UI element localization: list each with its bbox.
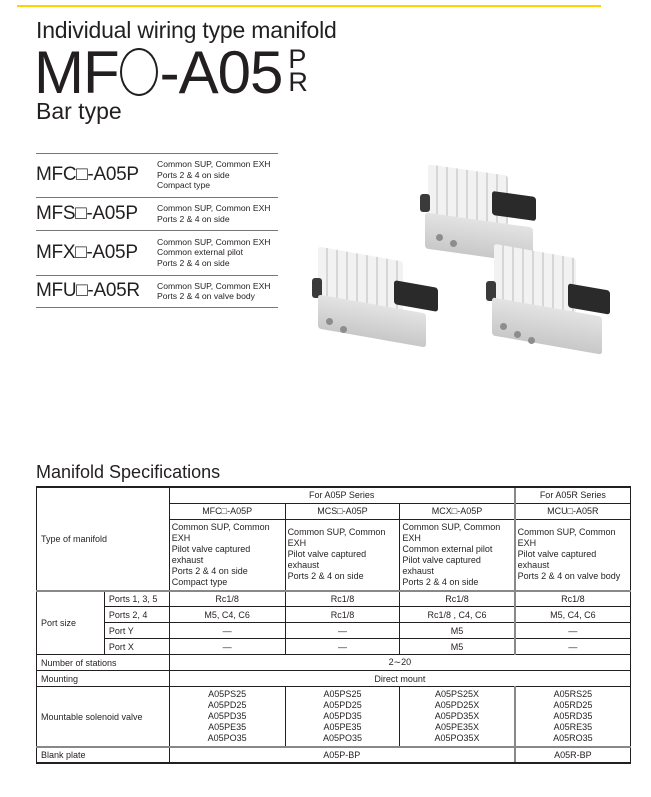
variant-list xyxy=(36,153,278,308)
variant-desc xyxy=(156,281,271,302)
cell-line: Pilot valve captured exhaust xyxy=(287,549,367,570)
variant-code: MFC□-A05P xyxy=(36,164,139,185)
row-label: Type of manifold xyxy=(37,487,170,591)
variant-code: MFX□-A05P xyxy=(36,241,138,263)
variant-code: MFU□-A05R xyxy=(36,280,140,301)
cell-line: Ports 2 & 4 on side xyxy=(402,576,479,587)
table-row xyxy=(37,747,631,763)
model-variant-stack xyxy=(288,44,308,97)
cell: 2∼20 xyxy=(169,655,630,671)
cell xyxy=(285,687,400,748)
page-subheading: Bar type xyxy=(36,98,122,124)
cell-line: A05PD25X xyxy=(434,700,480,710)
cell-line: Ports 2 & 4 on side xyxy=(287,571,364,581)
cell-line: Pilot valve captured exhaust xyxy=(517,549,597,570)
cell: M5 xyxy=(400,623,515,639)
row-label: Blank plate xyxy=(37,747,170,763)
table-row xyxy=(37,487,631,503)
cell-line: Compact type xyxy=(171,576,228,587)
variant-desc-line: Ports 2 & 4 on side xyxy=(157,257,230,268)
cell-line: Ports 2 & 4 on side xyxy=(171,565,248,576)
sub-label: Ports 2, 4 xyxy=(104,607,169,623)
table-row xyxy=(37,591,631,607)
variant-item xyxy=(36,275,278,308)
section-title: Manifold Specifications xyxy=(36,462,221,482)
manifold-image xyxy=(312,248,442,348)
cell-line: A05PO35 xyxy=(207,733,247,743)
series-header: For A05P Series xyxy=(169,487,514,503)
cell-line: A05PD25 xyxy=(323,700,362,710)
cell: M5, C4, C6 xyxy=(169,607,285,623)
row-label: Port size xyxy=(37,591,105,655)
cell-line: Pilot valve captured exhaust xyxy=(402,554,481,576)
table-row xyxy=(37,671,631,687)
type-cell xyxy=(285,519,400,591)
cell: Rc1/8 xyxy=(285,607,400,623)
variant-code: MFS□-A05P xyxy=(36,202,138,224)
cell-line: Common SUP, Common EXH xyxy=(517,527,616,548)
cell-line: A05PD25 xyxy=(207,700,247,710)
cell-line: Common SUP, Common EXH xyxy=(287,527,386,548)
series-header: For A05R Series xyxy=(515,487,631,503)
cell-line: Common SUP, Common EXH xyxy=(171,521,270,543)
variant-desc-line: Common SUP, Common EXH xyxy=(157,203,271,213)
model-variant-r: R xyxy=(288,67,308,97)
row-label: Mountable solenoid valve xyxy=(37,687,170,748)
variant-desc xyxy=(156,203,271,224)
table-row xyxy=(37,607,631,623)
model-header: MFC□-A05P xyxy=(169,503,285,519)
cell-line: A05RD25 xyxy=(553,700,593,710)
cell xyxy=(515,687,631,748)
variant-desc-line: Ports 2 & 4 on side xyxy=(157,213,230,224)
cell-line: A05PD35X xyxy=(434,711,480,721)
cell-line: A05RO35 xyxy=(553,733,593,743)
variant-desc-line: Ports 2 & 4 on side xyxy=(157,169,230,180)
circle-placeholder-icon xyxy=(120,48,158,96)
variant-desc xyxy=(156,237,271,269)
table-row xyxy=(37,655,631,671)
table-row xyxy=(37,687,631,748)
type-cell xyxy=(515,519,631,591)
cell: A05P-BP xyxy=(169,747,514,763)
cell-line: A05PO35 xyxy=(322,733,362,743)
cell: Direct mount xyxy=(169,671,630,687)
row-label: Number of stations xyxy=(37,655,170,671)
cell: — xyxy=(285,639,400,655)
cell: — xyxy=(285,623,400,639)
cell: — xyxy=(169,623,285,639)
cell-line: A05PE35 xyxy=(323,722,362,732)
cell: — xyxy=(515,639,631,655)
model-title xyxy=(34,39,308,106)
page-heading: Individual wiring type manifold xyxy=(36,17,337,43)
top-rule xyxy=(17,5,601,7)
cell-line: A05PD35 xyxy=(207,711,247,721)
model-variant-p: P xyxy=(288,44,307,74)
cell: Rc1/8 xyxy=(400,591,515,607)
cell-line: A05PS25 xyxy=(208,689,247,699)
cell-line: A05PS25X xyxy=(434,689,480,699)
cell xyxy=(169,687,285,748)
variant-desc xyxy=(156,159,271,191)
cell: M5 xyxy=(400,639,515,655)
variant-desc-line: Ports 2 & 4 on valve body xyxy=(157,291,255,301)
manifold-spec-table xyxy=(36,486,631,764)
type-cell xyxy=(169,519,285,591)
variant-desc-line: Common external pilot xyxy=(157,247,243,258)
model-suffix: -A05 xyxy=(159,39,283,106)
table-row xyxy=(37,639,631,655)
sub-label: Port Y xyxy=(104,623,169,639)
type-cell xyxy=(400,519,515,591)
cell: M5, C4, C6 xyxy=(515,607,631,623)
model-prefix: MF xyxy=(34,39,119,106)
cell-line: A05RD35 xyxy=(553,711,593,721)
cell-line: A05RS25 xyxy=(553,689,593,699)
cell: Rc1/8 xyxy=(285,591,400,607)
cell: — xyxy=(515,623,631,639)
cell-line: Ports 2 & 4 on valve body xyxy=(517,571,621,581)
model-header: MCU□-A05R xyxy=(515,503,631,519)
variant-desc-line: Common SUP, Common EXH xyxy=(157,159,271,170)
cell-line: A05PE35X xyxy=(434,722,480,732)
table-row xyxy=(37,623,631,639)
cell-line: A05RE35 xyxy=(553,722,593,732)
variant-item xyxy=(36,197,278,230)
model-header: MCX□-A05P xyxy=(400,503,515,519)
cell-line: A05PD35 xyxy=(323,711,362,721)
cell: Rc1/8 , C4, C6 xyxy=(400,607,515,623)
cell-line: Pilot valve captured exhaust xyxy=(171,543,251,565)
sub-label: Ports 1, 3, 5 xyxy=(104,591,169,607)
cell: — xyxy=(169,639,285,655)
cell-line: A05PS25 xyxy=(323,689,362,699)
model-header: MCS□-A05P xyxy=(285,503,400,519)
sub-label: Port X xyxy=(104,639,169,655)
cell: Rc1/8 xyxy=(515,591,631,607)
cell: Rc1/8 xyxy=(169,591,285,607)
variant-desc-line: Common SUP, Common EXH xyxy=(157,236,271,247)
row-label: Mounting xyxy=(37,671,170,687)
cell-line: A05PE35 xyxy=(208,722,247,732)
cell xyxy=(400,687,515,748)
cell-line: Common external pilot xyxy=(402,543,493,554)
variant-item xyxy=(36,230,278,275)
manifold-image xyxy=(486,245,616,355)
variant-desc-line: Common SUP, Common EXH xyxy=(157,280,271,291)
cell-line: Common SUP, Common EXH xyxy=(402,521,501,543)
variant-desc-line: Compact type xyxy=(157,180,211,191)
cell-line: A05PO35X xyxy=(434,733,480,743)
cell: A05R-BP xyxy=(515,747,631,763)
variant-item xyxy=(36,153,278,197)
